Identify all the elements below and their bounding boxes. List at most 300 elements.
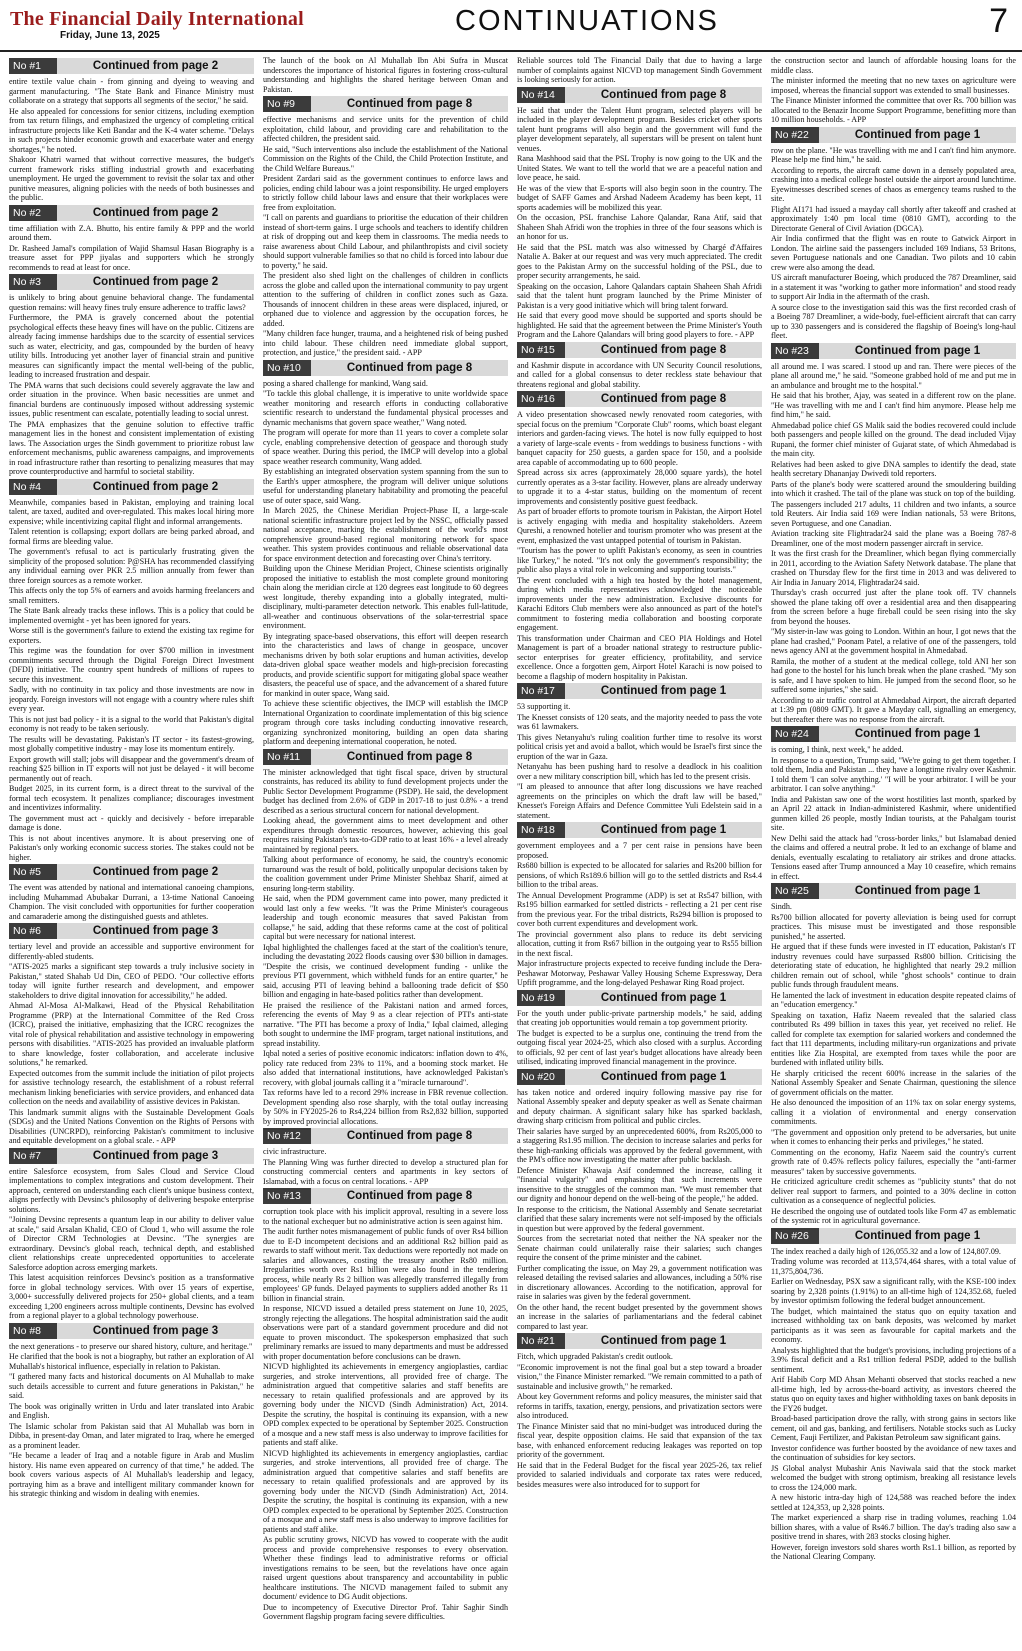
story-body bbox=[517, 410, 762, 681]
story-number: No #8 bbox=[9, 1323, 57, 1339]
story-header bbox=[517, 822, 762, 838]
story-number: No #17 bbox=[517, 683, 565, 699]
story-header bbox=[517, 391, 762, 407]
story-block bbox=[263, 56, 508, 94]
paragraph: On the occasion, PSL franchise Lahore Qalandar, Rana Atif, said that Shaheen Shah Afridi won the trophies in three of the four seasons which is an honor for us. bbox=[517, 213, 762, 241]
paragraph: According to air traffic control at Ahmedabad Airport, the aircraft departed at 1:39 pm (0809 GMT). It gave a Mayday call, signalling an emergency, but thereafter there was no response from the aircraft. bbox=[771, 695, 1016, 724]
story-body bbox=[517, 361, 762, 390]
paragraph: He said that his brother, Ajay, was seated in a different row on the plane. "He was travelling with me and I can't find him anymore. Please help me find him," he said. bbox=[771, 391, 1016, 419]
continued-from-label: Continued from page 1 bbox=[600, 1070, 727, 1083]
story-body bbox=[771, 362, 1016, 725]
paragraph: Budget 2025, in its current form, is a direct threat to the survival of the formal tech ecosystem. It penalizes compliance; discourages investment and incentivizes informality. bbox=[9, 784, 254, 812]
paragraph: Due to incompetency of Executive Director Prof. Tahir Saghir Sindh Government flagship program facing severe difficulties. bbox=[263, 1602, 508, 1621]
paragraph: Iqbal noted a series of positive economic indicators: inflation down to 4%, policy rate reduced from 23% to 11%, and a booming stock market. He also added that international institutions, have acknowledged Pakistan's recovery, with global journals calling it a "miracle turnaround". bbox=[263, 1049, 508, 1087]
paragraph: In response to a question, Trump said, "We're going to get them together. I told them, India and Pakistan ... they have a longtime rivalry over Kashmir. I told them 'I can solve anything.' "I will be your arbitrator. I will be your arbitrator. I can solve anything." bbox=[771, 755, 1016, 793]
paragraph: Speaking on taxation, Hafiz Naeem revealed that the salaried class contributed Rs 499 billion in taxes this year, yet received no relief. He called for complete tax exemption for salaried workers and condemned the fact that 111 departments, including military-run organizations and private entities like Zia Hospital, are exempted from taxes while the poor are burdened with inflated utility bills. bbox=[771, 1010, 1016, 1067]
paragraph: Analysts highlighted that the budget's provisions, including projections of a 3.9% fiscal deficit and a Rs1 trillion federal PSDP, added to the bullish sentiment. bbox=[771, 1345, 1016, 1374]
story-header bbox=[771, 726, 1016, 742]
paragraph: This affects only the top 5% of earners and avoids harming freelancers and small remitters. bbox=[9, 586, 254, 605]
paragraph: Iqbal highlighted the challenges faced at the start of the coalition's tenure, including the devastating 2022 floods causing over $30 billion in damages. "Despite the crisis, we continued development funding - unlike the previous PTI government, which withheld funds for an entire quarter," he said, accusing PTI of leaving behind a ballooning trade deficit of $50 billion and engaging in hate-based politics rather than development. bbox=[263, 942, 508, 999]
story-body bbox=[517, 106, 762, 340]
paragraph: He lamented the lack of investment in education despite repeated claims of an "education emergency." bbox=[771, 990, 1016, 1009]
story-block bbox=[263, 96, 508, 358]
paragraph: Major infrastructure projects expected to receive funding include the Dera-Peshawar Motorway, Peshawar Valley Housing Scheme Expressway, Dera Upfift programme, and the long-delayed Peshawar Ring Road project. bbox=[517, 959, 762, 987]
paragraph: "I gathered many facts and historical documents on Al Muhallab to make such details accessible to current and future generations in Pakistan," he said. bbox=[9, 1372, 254, 1400]
paragraph: Further complicating the issue, on May 29, a government notification was released detailing the revised salaries and allowances, including a 50% rise in discretionary allowances. According to the notification, approval for raise in salaries was given by the federal government. bbox=[517, 1263, 762, 1301]
story-number: No #13 bbox=[263, 1188, 311, 1204]
story-body bbox=[771, 902, 1016, 1226]
paragraph: Spread across six acres (approximately 28,000 square yards), the hotel currently operates as a 3-star facility. However, plans are already underway to upgrade it to a 4-star status, building on the momentum of recent improvements and consistently positive guest feedback. bbox=[517, 468, 762, 506]
story-header bbox=[9, 1148, 254, 1164]
paragraph: The market experienced a sharp rise in trading volumes, reaching 1.04 billion shares, with a value of Rs46.7 billion. The day's trading also saw a positive trend in shares, with 283 stocks closing higher. bbox=[771, 1513, 1016, 1541]
paragraph: Sources from the secretariat noted that neither the NA speaker nor the Senate chairman could unilaterally raise their salaries; such changes require the consent of the prime minister and the cabinet. bbox=[517, 1234, 762, 1262]
story-header bbox=[263, 1128, 508, 1144]
continued-from-label: Continued from page 2 bbox=[92, 866, 219, 878]
story-body bbox=[771, 56, 1016, 125]
story-header bbox=[9, 923, 254, 939]
story-block bbox=[517, 683, 762, 820]
story-block bbox=[9, 1323, 254, 1499]
paragraph: Export growth will stall; jobs will disappear and the government's dream of reaching $25 billion in IT exports will not just be delayed - it will become permanently out of reach. bbox=[9, 754, 254, 783]
story-number: No #19 bbox=[517, 990, 565, 1006]
story-number: No #20 bbox=[517, 1069, 565, 1085]
story-block bbox=[517, 1333, 762, 1489]
continued-from-label: Continued from page 1 bbox=[854, 885, 981, 897]
paragraph: This is not about incentives anymore. It is about preserving one of Pakistan's only working economic success stories. The stakes could not be higher. bbox=[9, 833, 254, 862]
paragraph: civic infrastructure. bbox=[263, 1147, 327, 1156]
continued-from-label: Continued from page 2 bbox=[92, 480, 219, 493]
paragraph: is unlikely to bring about genuine behavioral change. The fundamental question remains: will heavy fines truly ensure adherence to traffic laws? bbox=[9, 293, 254, 312]
continued-from-label: Continued from page 8 bbox=[346, 1130, 473, 1142]
continued-from-label: Continued from page 3 bbox=[92, 1149, 219, 1162]
story-header bbox=[263, 360, 508, 376]
paragraph: The provincial government also plans to reduce its debt servicing allocation, cutting it from Rs67 billion in the outgoing year to Rs55 billion in the next fiscal. bbox=[517, 929, 762, 958]
paragraph: NICVD highlighted its achievements in emergency angioplasties, cardiac surgeries, and stroke interventions, all provided free of charge. The administration argued that competitive salaries and staff benefits are necessary to retain qualified professionals and are approved by its governing body under the NICVD (Sindh Administration) Act, 2014. Despite the scrutiny, the hospital is continuing its expansion, with a new OPD complex expected to be operational by September 2025. Construction of a mosque and a new staff mess is also underway to improve facilities for patients and staff alike. bbox=[263, 1448, 508, 1534]
paragraph: The minister informed the meeting that no new taxes on agriculture were imposed, whereas the financial support was extended to small businesses. bbox=[771, 76, 1016, 95]
paragraph: He was of the view that E-sports will also begin soon in the country. The budget of SAFF Games and Arshad Nadeem Academy has been kept, 11 sports academies will be mobilized this year. bbox=[517, 183, 762, 212]
paragraph: Aviation tracking site Flightradar24 said the plane was a Boeing 787-8 Dreamliner, one of the most modern passenger aircraft in service. bbox=[771, 529, 1016, 548]
paragraph: Relatives had been asked to give DNA samples to identify the dead, state health secretary Dhananjay Dwivedi told reporters. bbox=[771, 459, 1016, 478]
news-column bbox=[771, 56, 1016, 1649]
continued-from-label: Continued from page 8 bbox=[600, 88, 727, 101]
story-block bbox=[517, 990, 762, 1067]
continued-from-label: Continued from page 8 bbox=[346, 750, 473, 763]
paragraph: Air India confirmed that the flight was en route to Gatwick Airport in London. The airline said the passengers included 169 Indians, 53 Britons, seven Portuguese nationals and one Canadian. Two pilots and 10 cabin crew were also among the dead. bbox=[771, 234, 1016, 272]
paragraph: Netanyahu has been pushing hard to resolve a deadlock in his coalition over a new military conscription bill, which has led to the present crisis. bbox=[517, 762, 762, 781]
story-block bbox=[771, 883, 1016, 1226]
paragraph: Talent retention is collapsing; export dollars are being parked abroad, and formal firms are bleeding value. bbox=[9, 527, 254, 546]
story-number: No #15 bbox=[517, 342, 565, 358]
paragraph: To achieve these scientific objectives, the IMCP will establish the IMCP International Organization to coordinate implementation of this big science program through core tasks including conducting innovative research, organizing synchronized monitoring, building an open data sharing platform and deepening international cooperation, he noted. bbox=[263, 699, 508, 746]
story-block bbox=[9, 58, 254, 203]
paragraph: By establishing an integrated observation system spanning from the sun to the Earth's upper atmosphere, the program will deliver unique solutions useful for understanding planetary habitability and promoting the peaceful use of outer space, said Wang. bbox=[263, 467, 508, 505]
story-header bbox=[9, 205, 254, 221]
paragraph: This gives Netanyahu's ruling coalition further time to resolve its worst political crisis yet and avoid a ballot, which would be Israel's first since the eruption of the war in Gaza. bbox=[517, 732, 762, 761]
story-block bbox=[771, 127, 1016, 341]
paragraph: In March 2025, the Chinese Meridian Project-Phase II, a large-scale national scientific infrastructure project led by the NSSC, officially passed national acceptance, marking the establishment of the world's most comprehensive ground-based regional monitoring network for space weather. This system provides continuous and reliable observational data for space environment detection and forecasting over China's territory. bbox=[263, 506, 508, 563]
continued-from-label: Continued from page 1 bbox=[854, 1229, 981, 1242]
paragraph: Sindh. bbox=[771, 902, 792, 911]
paragraph: "Tourism has the power to uplift Pakistan's economy, as seen in countries like Turkey," he noted. "It's not only the government's responsibility; the public also plays a vital role in welcoming and supporting tourists." bbox=[517, 546, 762, 574]
news-column bbox=[517, 56, 762, 1649]
continued-from-label: Continued from page 2 bbox=[92, 60, 219, 72]
story-number: No #10 bbox=[263, 360, 311, 376]
paragraph: Ramila, the mother of a student at the medical college, told ANI her son had gone to the hostel for his lunch break when the plane crashed. "My son is safe, and I have spoken to him. He jumped from the second floor, so he suffered some injuries," she said. bbox=[771, 656, 1016, 694]
story-body bbox=[9, 942, 254, 1146]
story-header bbox=[517, 1069, 762, 1085]
paragraph: "He became a leader of Iraq and a notable figure in Arab and Muslim history. His name even appeared on currency of that time," he added. The book covers various aspects of Al Muhallab's leadership and legacy, portraying him as a brave and intelligent military commander known for his strategic thinking and wisdom in dealing with enemies. bbox=[9, 1451, 254, 1498]
story-number: No #16 bbox=[517, 391, 565, 407]
story-number: No #1 bbox=[9, 58, 57, 74]
story-block bbox=[263, 360, 508, 747]
story-number: No #12 bbox=[263, 1128, 311, 1144]
section-title: CONTINUATIONS bbox=[455, 5, 719, 37]
story-block bbox=[771, 343, 1016, 725]
page-number: 7 bbox=[989, 2, 1008, 40]
story-number: No #6 bbox=[9, 923, 57, 939]
paragraph: The minister acknowledged that tight fiscal space, driven by structural constraints, has reduced its ability to fund development projects under the Public Sector Development Programme (PSDP). He said, the development budget has declined from 2.6% of GDP in 2017-18 to just 0.8% - a trend described as a serious structural concern for national development. bbox=[263, 767, 508, 815]
story-block bbox=[263, 749, 508, 1127]
paragraph: The PMA warns that such decisions could severely aggravate the law and order situation in the province. When basic necessities are unmet and financial burdens are continuously imposed without addressing systemic issues, public resentment can escalate, potentially leading to social unrest. bbox=[9, 380, 254, 418]
paragraph: He said that under the Talent Hunt program, selected players will be included in the player development program. Besides cricket other sports talent hunt programs will also begin and the government will fund the player development separately, all superstars will be present on talent hunt venues. bbox=[517, 105, 762, 153]
story-body bbox=[9, 224, 254, 273]
story-number: No #5 bbox=[9, 864, 57, 880]
paragraph: row on the plane. "He was travelling with me and I can't find him anymore. Please help me find him," he said. bbox=[771, 145, 1016, 164]
paragraph: He sharply criticised the recent 600% increase in the salaries of the National Assembly Speaker and Senate Chairman, questioning the silence of government officials on the matter. bbox=[771, 1068, 1016, 1097]
paragraph: Earlier on Wednesday, PSX saw a significant rally, with the KSE-100 index soaring by 2,328 points (1.91%) to an all-time high of 124,352.68, fueled by investor optimism following the federal budget announcement. bbox=[771, 1277, 1016, 1305]
story-body bbox=[263, 1147, 508, 1186]
story-block bbox=[9, 923, 254, 1146]
story-header bbox=[517, 1333, 762, 1349]
paragraph: "ATIS-2025 marks a significant step towards a truly inclusive society in Pakistan," stated Shahab Ud Din, CEO of PEDO. "Our collective efforts today will ignite further research and development, and empower stakeholders to drive digital innovation for accessibility," he added. bbox=[9, 962, 254, 1000]
story-number: No #14 bbox=[517, 87, 565, 103]
paragraph: This latest acquisition reinforces Devsinc's position as a transformative force in global technology services. With over 15 years of expertise, 3,000+ successfully delivered projects for 250+ global clients, and a team exceeding 1,200 engineers across multiple continents, Devsinc has evolved from a regional player to a global technology powerhouse. bbox=[9, 1273, 254, 1320]
paragraph: In response to the criticism, the National Assembly and Senate secretariat clarified that these salary increments were not self-imposed by the officials in question but were approved by the federal government. bbox=[517, 1204, 762, 1233]
story-block bbox=[517, 822, 762, 988]
paragraph: "Economic improvement is not the final goal but a step toward a broader vision," the Finance Minister remarked. "We remain committed to a path of sustainable and inclusive growth," he remarked. bbox=[517, 1362, 762, 1391]
paragraph: This is not just bad policy - it is a signal to the world that Pakistan's digital economy is not ready to be taken seriously. bbox=[9, 714, 254, 733]
story-body bbox=[263, 1207, 508, 1622]
paragraph: the next generations - to preserve our shared history, culture, and heritage." bbox=[9, 1341, 253, 1351]
paragraph: It was the first crash for the Dreamliner, which began flying commercially in 2011, according to the Aviation Safety Network database. The plane that crashed on Thursday flew for the first time in 2013 and was delivered to Air India in January 2014, Flightradar24 said. bbox=[771, 549, 1016, 587]
paragraph: A source close to the investigation said this was the first recorded crash of a Boeing 787 Dreamliner, a wide-body, fuel-efficient aircraft that can carry up to 330 passengers and is considered the flagship of Boeing's long-haul fleet. bbox=[771, 302, 1016, 340]
paragraph: The launch of the book on Al Muhallab Ibn Abi Sufra in Muscat underscores the importance of historical figures in fostering cross-cultural understanding and highlights the shared heritage between Oman and Pakistan. bbox=[263, 56, 508, 94]
story-block bbox=[517, 87, 762, 340]
paragraph: India and Pakistan saw one of the worst hostilities last month, sparked by an April 22 attack in Indian-administered Kashmir, where unidentified gunmen killed 26 people, mostly Indian tourists, at the Pahalgam tourist site. bbox=[771, 794, 1016, 832]
paragraph: "Joining Devsinc represents a quantum leap in our ability to deliver value at scale," said Arsalan Khalid, CEO of Cloud 1, who will assume the role of Director CRM Technologies at Devsinc. "The synergies are extraordinary. Devsinc's global reach, technical depth, and established client relationships create unprecedented opportunities to accelerate Salesforce adoption across emerging markets. bbox=[9, 1215, 254, 1272]
paragraph: Defence Minister Khawaja Asif condemned the increase, calling it "financial vulgarity" and emphasising that such increments were insensitive to the struggles of the common man. "We must remember that our dignity and honour depend on the well-being of the people," he added. bbox=[517, 1165, 762, 1203]
paragraph: "I am pleased to announce that after long discussions we have reached agreements on the principles on which the draft law will be based," Knesset's Foreign Affairs and Defence Committee Yuli Edelstein said in a statement. bbox=[517, 782, 762, 820]
paragraph: He argued that if these funds were invested in IT education, Pakistan's IT industry revenues could have surpassed Rs800 billion. Criticising the deteriorating state of education, he highlighted that nearly 29.2 million children remain out of school, while "ghost schools" continue to drain public funds through fraudulent means. bbox=[771, 942, 1016, 989]
story-number: No #4 bbox=[9, 479, 57, 495]
paragraph: The book was originally written in Urdu and later translated into Arabic and English. bbox=[9, 1401, 254, 1420]
paragraph: He described the ongoing use of outdated tools like Form 47 as emblematic of the systemic rot in agricultural governance. bbox=[771, 1206, 1016, 1225]
paragraph: The program will operate for more than 11 years to cover a complete solar cycle, enabling comprehensive detection of geospace and thorough study of space weather. During this period, the IMCP will develop into a global space weather research community, Wang added. bbox=[263, 428, 508, 466]
paragraph: "To tackle this global challenge, it is imperative to unite worldwide space weather monitoring and research efforts in conducting collaborative scientific research to understand the fundamental physical processes and dynamic mechanisms that govern space weather," Wang noted. bbox=[263, 389, 508, 427]
paragraph: The government must act - quickly and decisively - before irreparable damage is done. bbox=[9, 813, 254, 832]
article-columns bbox=[0, 52, 1022, 1649]
paragraph: President Zardari said as the government continues to enforce laws and policies, ending child labour was a joint responsibility. He urged employers to strictly follow child labour laws and ensure that their workplaces were free from exploitation. bbox=[263, 174, 508, 212]
continued-from-label: Continued from page 1 bbox=[854, 344, 981, 357]
continued-from-label: Continued from page 1 bbox=[600, 824, 727, 836]
continued-from-label: Continued from page 8 bbox=[600, 393, 727, 405]
story-header bbox=[263, 1188, 508, 1204]
story-header bbox=[771, 1228, 1016, 1244]
story-body bbox=[9, 77, 254, 203]
paragraph: However, foreign investors sold shares worth Rs1.1 billion, as reported by the National Clearing Company. bbox=[771, 1542, 1016, 1561]
paragraph: He said, "Such interventions also include the establishment of the National Commission on the Rights of the Child, the Child Protection Institute, and the Child Welfare Bureaus." bbox=[263, 144, 508, 173]
paragraph: He said, when the PDM government came into power, many predicted it would last only a few weeks. "It was the Prime Minister's courageous leadership and tough economic measures that saved Pakistan from collapse," he said, adding that these reforms came at the cost of political capital but were necessary for national interest. bbox=[263, 894, 508, 941]
paragraph: "I call on parents and guardians to prioritise the education of their children instead of short-term gains. I urge schools and teachers to identify children at risk of dropping out and keep them in classrooms. The media needs to raise awareness about Child Labour, and philanthropists and civil society should support vulnerable families so that no child is forced into labour due to poverty," he said. bbox=[263, 213, 508, 270]
paragraph: Ahmad Al-Mosa Al-Malkawi, Head of the Physical Rehabilitation Programme (PRP) at the International Committee of the Red Cross (ICRC), praised the initiative, emphasizing that the ICRC recognizes the vital role of physical rehabilitation and assistive technology in empowering persons with disabilities. "ATIS-2025 has provided an invaluable platform to share knowledge, foster collaboration, and accelerate inclusive solutions," he remarked. bbox=[9, 1001, 254, 1067]
paragraph: US aircraft manufacturer Boeing, which produced the 787 Dreamliner, said in a statement it was "working to gather more information" and stood ready to support Air India in the aftermath of the crash. bbox=[771, 273, 1016, 301]
paragraph: Investor confidence was further boosted by the avoidance of new taxes and the continuation of subsidies for key sectors. bbox=[771, 1443, 1016, 1462]
paragraph: entire textile value chain - from ginning and dyeing to weaving and garment manufacturing. "The State Bank and Finance Ministry must collaborate on a strategy that supports all segments of the sector," he said. bbox=[9, 77, 254, 105]
story-body bbox=[263, 379, 508, 747]
paragraph: Shakoor Khatri warned that without corrective measures, the budget's current framework risks stifling industrial growth and exacerbating unemployment. He urged the government to revisit the solar tax and other punitive measures, aligning policies with the needs of both businesses and the public. bbox=[9, 155, 254, 202]
newspaper-name: The Financial Daily International bbox=[10, 8, 304, 30]
continued-from-label: Continued from page 1 bbox=[854, 728, 981, 740]
story-block bbox=[9, 274, 254, 477]
paragraph: Ahmedabad police chief GS Malik said the bodies recovered could include both passengers and people killed on the ground. The dead included Vijay Rupani, the former chief minister of Gujarat state, of which Ahmedabad is the main city. bbox=[771, 420, 1016, 458]
story-block bbox=[9, 205, 254, 273]
story-body bbox=[771, 146, 1016, 341]
continued-from-label: Continued from page 1 bbox=[854, 128, 981, 141]
story-block bbox=[263, 1188, 508, 1622]
paragraph: The State Bank already tracks these inflows. This is a policy that could be implemented overnight - yet has been ignored for years. bbox=[9, 606, 254, 625]
continued-from-label: Continued from page 1 bbox=[600, 685, 727, 697]
story-block bbox=[9, 864, 254, 921]
story-header bbox=[9, 274, 254, 290]
paragraph: Rs700 billion allocated for poverty alleviation is being used for corrupt practices. This misuse must be investigated and those responsible punished," he asserted. bbox=[771, 912, 1016, 941]
paragraph: Arif Habib Corp MD Ahsan Mehanti observed that stocks reached a new all-time high, led by across-the-board activity, as investors cheered the status quo on equity taxes and higher withholding taxes on bank deposits in the FY26 budget. bbox=[771, 1375, 1016, 1413]
paragraph: The government's refusal to act is particularly frustrating given the simplicity of the proposed solution: P@SHA has recommended classifying any individual earning over PKR 2.5 million annually from fewer than three foreign sources as a remote worker. bbox=[9, 547, 254, 585]
story-number: No #2 bbox=[9, 205, 57, 221]
paragraph: He also appealed for concessions for senior citizens, including exemption from tax return filings, and emphasized the urgency of completing critical infrastructure projects like Keti Bandar and the K-4 water scheme. "Delays in such projects hinder economic growth and exacerbate water and energy shortages," he noted. bbox=[9, 106, 254, 154]
story-number: No #7 bbox=[9, 1148, 57, 1164]
paragraph: the construction sector and launch of affordable housing loans for the middle class. bbox=[771, 56, 1016, 75]
paragraph: The results will be devastating. Pakistan's IT sector - its fastest-growing, most globally competitive industry - may lose its momentum entirely. bbox=[9, 734, 254, 753]
story-number: No #9 bbox=[263, 96, 311, 112]
story-block bbox=[517, 56, 762, 85]
paragraph: Thursday's crash occurred just after the plane took off. TV channels showed the plane taking off over a residential area and then disappearing from the screen before a huge fireball could be seen rising into the sky from beyond the houses. bbox=[771, 588, 1016, 626]
paragraph: Broad-based participation drove the rally, with strong gains in sectors like cement, oil and gas, banking, and fertilisers. Notable stocks such as Lucky Cement, Fauji Fertilizer, and Pakistan Petroleum saw significant gains. bbox=[771, 1414, 1016, 1442]
story-body bbox=[517, 841, 762, 988]
continued-from-label: Continued from page 8 bbox=[600, 343, 727, 356]
paragraph: He said that in the Federal Budget for the fiscal year 2025-26, tax relief provided to salaried individuals and corporate tax rates were reduced, besides measures were also introduced for to support for bbox=[517, 1460, 762, 1489]
paragraph: posing a shared challenge for mankind, Wang said. bbox=[263, 378, 428, 388]
paragraph: tertiary level and provide an accessible and supportive environment for differently-abled students. bbox=[9, 942, 254, 961]
story-header bbox=[771, 883, 1016, 899]
story-header bbox=[517, 342, 762, 358]
paragraph: Commenting on the economy, Hafiz Naeem said the country's current growth rate of 0.45% reflects policy failures, especially the "anti-farmer measures" taken by successive governments. bbox=[771, 1147, 1016, 1176]
paragraph: For the youth under public-private partnership models," he said, adding that creating job opportunities would remain a top government priority. bbox=[517, 1008, 762, 1027]
paragraph: The budget is expected to be a surplus one, continuing the trend from the outgoing fiscal year 2024-25, which also closed with a surplus. According to officials, 92 per cent of last year's budget allocations have already been utilised, indicating improved financial management in the province. bbox=[517, 1028, 762, 1066]
paragraph: The audit further notes mismanagement of public funds of over Rs4 billion due to E-D incompetent decisions and an additional Rs2 billion paid as rewards to staff without merit. Tax deductions were reportedly not made on salaries and allowances, costing the treasury another Rs80 million. Irregularities worth over Rs1 billion were also found in the tendering process, while nearly Rs 2 billion was allegedly transferred illegally from employees' GP funds. Delayed payments to suppliers added another Rs 11 billion in financial strain. bbox=[263, 1227, 508, 1303]
paragraph: The event concluded with a high tea hosted by the hotel management, during which media representatives acknowledged the noticeable improvements under the new administration. Exclusive discounts for Karachi Editors Club members were also announced as part of the hotel's commitment to fostering media collaboration and boosting corporate engagement. bbox=[517, 575, 762, 632]
story-header bbox=[263, 749, 508, 765]
story-header bbox=[9, 479, 254, 495]
paragraph: On the other hand, the recent budget presented by the government shows an increase in the salaries of parliamentarians and the federal cabinet compared to last year. bbox=[517, 1302, 762, 1331]
paragraph: Speaking on the occasion, Lahore Qalandars captain Shaheen Shah Afridi said that the talent hunt program launched by the Prime Minister of Pakistan is a very good initiative which will bring talent forward. bbox=[517, 281, 762, 310]
paragraph: Dr. Rasheed Jamal's compilation of Wajid Shamsul Hasan Biography is a treasure asset for PPP jiyalas and supporters which he strongly recommends to read at least for once. bbox=[9, 243, 254, 272]
paragraph: Expected outcomes from the summit include the initiation of pilot projects for assistive technology research, the establishment of a robust referral mechanism linking beneficiaries with service providers, and enhanced data collection on the needs and availability of assistive devices in Pakistan. bbox=[9, 1068, 254, 1106]
continued-from-label: Continued from page 8 bbox=[346, 1190, 473, 1202]
story-header bbox=[771, 343, 1016, 359]
story-body bbox=[263, 56, 508, 94]
story-block bbox=[517, 391, 762, 681]
story-body bbox=[9, 498, 254, 863]
paragraph: Parts of the plane's body were scattered around the smouldering building into which it crashed. The tail of the plane was stuck on top of the building. bbox=[771, 479, 1016, 498]
story-body bbox=[9, 883, 254, 921]
paragraph: This landmark summit aligns with the Sustainable Development Goals (SDGs) and the United Nations Convention on the Rights of Persons with Disabilities (UNCRPD), reinforcing Pakistan's commitment to inclusive and equitable development on a global scale. - APP bbox=[9, 1107, 254, 1145]
paragraph: The Finance Minister informed the committee that over Rs. 700 billion was allocated to the Benazir Income Support Programme, benefitting more than 10 million households. - APP bbox=[771, 96, 1016, 124]
paragraph: "My sister-in-law was going to London. Within an hour, I got news that the plane had crashed," Poonam Patel, a relative of one of the passengers, told news agency ANI at the government hospital in Ahmedabad. bbox=[771, 627, 1016, 655]
paragraph: By integrating space-based observations, this effort will deepen research into the characteristics and laws of change in geospace, uncover mechanisms driven by both solar eruptions and human activities, develop data-driven global space weather models and high-precision forecasting products, and provide scientific support for mitigating global space weather disasters, the peaceful use of space, and the advancement of a shared future for mankind in outer space, Wang said. bbox=[263, 631, 508, 698]
paragraph: Trading volume was recorded at 113,574,464 shares, with a total value of 11,375,804,736. bbox=[771, 1257, 1016, 1276]
continued-from-label: Continued from page 3 bbox=[92, 925, 219, 937]
story-body bbox=[9, 1167, 254, 1321]
story-header bbox=[517, 683, 762, 699]
story-body bbox=[9, 293, 254, 477]
story-block bbox=[771, 1228, 1016, 1562]
news-column bbox=[263, 56, 508, 1649]
story-number: No #11 bbox=[263, 749, 311, 765]
paragraph: This transformation under Chairman and CEO PIA Holdings and Hotel Management is part of a broader national strategy to restructure public-sector enterprises for greater efficiency, profitability, and service excellence. Once a forgotten gem, Airport Hotel Karachi is now poised to become a flagship of modern hospitality in Pakistan. bbox=[517, 633, 762, 681]
story-body bbox=[517, 702, 762, 820]
continued-from-label: Continued from page 1 bbox=[600, 1335, 727, 1347]
story-number: No #18 bbox=[517, 822, 565, 838]
paragraph: has taken notice and ordered inquiry following massive pay rise for National Assembly speaker and deputy speaker as well as Senate chairman and deputy chairman. A significant salary hike has sparked backlash, drawing sharp criticism from political and public circles. bbox=[517, 1087, 762, 1125]
story-block bbox=[9, 1148, 254, 1321]
paragraph: The Annual Development Programme (ADP) is set at Rs547 billion, with Rs195 billion earmarked for settled districts - reflecting a 21 per cent rise from the previous year. For the tribal districts, Rs294 billion is proposed to cover both current expenditures and development work. bbox=[517, 890, 762, 928]
paragraph: Talking about performance of economy, he said, the country's economic turnaround was the result of bold, politically unpopular decisions taken by the coalition government under Prime Minister Shehbaz Sharif, aimed at ensuring long-term stability. bbox=[263, 855, 508, 893]
paragraph: The PMA emphasizes that the genuine solution to effective traffic management lies in the honest and consistent implementation of existing laws. The Association urges the Sindh government to prioritize robust law enforcement mechanisms, public awareness campaigns, and improvements in road infrastructure rather than resorting to penalizing measures that may prove counterproductive and harmful to societal stability. bbox=[9, 419, 254, 476]
paragraph: Rs680 billion is expected to be allocated for salaries and Rs200 billion for pensions, of which Rs189.6 billion will go to the settled districts and Rs4.4 billion to the tribal areas. bbox=[517, 861, 762, 889]
story-header bbox=[9, 864, 254, 880]
story-header bbox=[517, 87, 762, 103]
paragraph: The event was attended by national and international canoeing champions, including Muhammad Abubakar Durrani, a 13-time National Canoeing Champion. The visit concluded with opportunities for further cooperation and camaraderie among the distinguished guests and athletes. bbox=[9, 883, 254, 921]
story-number: No #3 bbox=[9, 274, 57, 290]
story-number: No #22 bbox=[771, 127, 819, 143]
continued-from-label: Continued from page 3 bbox=[92, 1324, 219, 1337]
paragraph: Their salaries have surged by an unprecedented 600%, from Rs205,000 to a staggering Rs1.95 million. The decision to increase salaries and perks for these high-ranking officials was approved by the federal government, with the PM's office now investigating the matter after public backlash. bbox=[517, 1126, 762, 1164]
story-block bbox=[263, 1128, 508, 1186]
paragraph: NICVD highlighted its achievements in emergency angioplasties, cardiac surgeries, and stroke interventions, all provided free of charge. The administration argued that competitive salaries and staff benefits are necessary to retain qualified professionals and are approved by its governing body under the NICVD (Sindh Administration) Act, 2014. Despite the scrutiny, the hospital is continuing its expansion, with a new OPD complex expected to be operational by September 2025. Construction of a mosque and a new staff mess is also underway to improve facilities for patients and staff alike. bbox=[263, 1362, 508, 1447]
paragraph: A new historic intra-day high of 124,588 was reached before the index settled at 124,353, up 2,328 points. bbox=[771, 1493, 1016, 1512]
paragraph: As public scrutiny grows, NICVD has vowed to cooperate with the audit process and provide comprehensive responses to every observation. Whether these findings lead to administrative reforms or official investigations remains to be seen, but the revelations have once again raised urgent questions about transparency and accountability in public healthcare institutions. The NICVD management failed to submit any document/ evidence to DG Audit objections. bbox=[263, 1535, 508, 1601]
paragraph: 53 supporting it. bbox=[517, 702, 571, 711]
story-body bbox=[771, 1247, 1016, 1562]
paragraph: Tax reforms have led to a record 29% increase in FBR revenue collection. Development spending also rose sharply, with the total outlay increasing by 50% in FY2025-26 to Rs4,224 billion from Rs2,832 billion, supported by improved provincial allocations. bbox=[263, 1088, 508, 1126]
paragraph: The index reached a daily high of 126,055.32 and a low of 124,807.09. bbox=[771, 1246, 1001, 1256]
paragraph: The Planning Wing was further directed to develop a structured plan for constructing commercial centers and apartments in key sectors of Islamabad, with a focus on central locations. - APP bbox=[263, 1157, 508, 1186]
paragraph: The Knesset consists of 120 seats, and the majority needed to pass the vote was 61 lawmakers. bbox=[517, 712, 762, 731]
issue-date: Friday, June 13, 2025 bbox=[60, 30, 160, 41]
paragraph: and Kashmir dispute in accordance with UN Security Council resolutions, and called for a global consensus to deter reckless state behaviour that threatens regional and global stability. bbox=[517, 360, 762, 389]
story-block bbox=[9, 479, 254, 863]
paragraph: He praised the resilience of the Pakistani nation and armed forces, referencing the events of May 9 as a clear rejection of PTI's anti-state narrative. "The PTI has become a proxy of India," Iqbal claimed, alleging both sought to undermine the IMF program, target national institutions, and spread instability. bbox=[263, 1000, 508, 1048]
story-number: No #21 bbox=[517, 1333, 565, 1349]
story-block bbox=[771, 726, 1016, 881]
paragraph: He clarified that the book is not a biography, but rather an exploration of Al Muhallab's historical influence, especially in relation to Pakistan. bbox=[9, 1352, 254, 1371]
paragraph: Worse still is the government's failure to extend the existing tax regime for exporters. bbox=[9, 626, 254, 645]
paragraph: Flight AI171 had issued a mayday call shortly after takeoff and crashed at approximately 1:40 pm local time (0810 GMT), according to the Directorate General of Civil Aviation (DGCA). bbox=[771, 204, 1016, 233]
paragraph: is coming, I think, next week," he added. bbox=[771, 745, 904, 754]
paragraph: Furthermore, the PMA is gravely concerned about the potential psychological effects these heavy fines will have on the public. Citizens are already facing immense hardships due to the scarcity of essential services such as water, electricity, and gas, compounded by the burden of heavy utility bills. Introducing yet another layer of financial strain and punitive measures can significantly impact the mental well-being of the public, leading to increased frustration and despair. bbox=[9, 313, 254, 379]
paragraph: He criticized agriculture credit schemes as "publicity stunts" that do not deliver real support to farmers, and pointed to a 30% decline in cotton cultivation as a consequence of neglectful policies. bbox=[771, 1177, 1016, 1205]
paragraph: Rana Mashhood said that the PSL Trophy is now going to the UK and the United States. We want to tell the world that we are a peaceful nation and love peace, he said. bbox=[517, 154, 762, 182]
story-body bbox=[263, 768, 508, 1127]
story-body bbox=[517, 1352, 762, 1489]
paragraph: As part of broader efforts to promote tourism in Pakistan, the Airport Hotel is actively engaging with media and hospitality stakeholders. Azeem Qureshi, a renowned hotelier and tourism promoter who was present at the event, emphasized the vast untapped potential of tourism in Pakistan. bbox=[517, 507, 762, 545]
paragraph: effective mechanisms and service units for the prevention of child exploitation, child labour, and providing care and rehabilitation to the affected children, the president said. bbox=[263, 115, 508, 143]
paragraph: time affiliation with Z.A. Bhutto, his entire family & PPP and the world around them. bbox=[9, 223, 254, 242]
paragraph: He also denounced the imposition of an 11% tax on solar energy systems, calling it a violation of environmental and energy conservation commitments. bbox=[771, 1098, 1016, 1126]
continued-from-label: Continued from page 8 bbox=[346, 361, 473, 374]
story-body bbox=[517, 1088, 762, 1332]
paragraph: He said that every good move should be supported and sports should be highlighted. He said that the agreement between the Prime Minister's Youth Program and the Lahore Qalandars will bring good players to fore. - APP bbox=[517, 311, 762, 339]
paragraph: Looking ahead, the government aims to meet development and other expenditures through domestic resources, however, achieving this goal requires raising Pakistan's tax-to-GDP ratio to at least 16% - a level already maintained by regional peers. bbox=[263, 816, 508, 854]
continued-from-label: Continued from page 2 bbox=[92, 276, 219, 288]
paragraph: New Delhi said the attack had "cross-border links," but Islamabad denied the claims and offered a neutral probe. It led to an exchange of blame and denials, eventually escalating to retaliatory air strikes and drone attacks. Tensions eased after Trump announced a May 10 ceasefire, which remains in effect. bbox=[771, 833, 1016, 881]
paragraph: government employees and a 7 per cent raise in pensions have been proposed. bbox=[517, 841, 762, 860]
masthead bbox=[0, 0, 1022, 52]
story-block bbox=[771, 56, 1016, 125]
story-header bbox=[263, 96, 508, 112]
story-block bbox=[517, 342, 762, 390]
paragraph: According to reports, the aircraft came down in a densely populated area, crashing into a medical college hostel outside the airport around lunchtime. Eyewitnesses described scenes of chaos as emergency teams rushed to the site. bbox=[771, 165, 1016, 203]
story-body bbox=[263, 115, 508, 358]
story-number: No #25 bbox=[771, 883, 819, 899]
paragraph: The passengers included 217 adults, 11 children and two infants, a source told Reuters. Air India said 169 were Indian nationals, 53 were Britons, seven Portuguese, and one Canadian. bbox=[771, 499, 1016, 528]
paragraph: About key Government reforms and policy measures, the minister said that reforms in tariffs, taxation, energy, pensions, and privatization sectors were also introduced. bbox=[517, 1392, 762, 1420]
paragraph: "The government and opposition only pretend to be adversaries, but unite when it comes to enhancing their perks and privileges," he stated. bbox=[771, 1127, 1016, 1146]
continued-from-label: Continued from page 2 bbox=[92, 206, 219, 219]
paragraph: He said that the PSL match was also witnessed by Chargé d'Affaires Natalie A. Baker at our request and was very much appreciated. The credit goes to the Pakistan Army on the successful holding of the PSL, due to proper security arrangements, he said. bbox=[517, 242, 762, 280]
story-number: No #26 bbox=[771, 1228, 819, 1244]
paragraph: Meanwhile, companies based in Pakistan, employing and training local talent, are taxed, audited and over-regulated. This makes local hiring more expensive; while incentivizing capital flight and informal arrangements. bbox=[9, 497, 254, 526]
paragraph: JS Global analyst Mubashir Anis Naviwala said that the stock market welcomed the budget with strong optimism, breaking all resistance levels to cross the 124,000 mark. bbox=[771, 1463, 1016, 1492]
story-body bbox=[771, 745, 1016, 881]
paragraph: In response, NICVD issued a detailed press statement on June 10, 2025, strongly rejecting the allegations. The hospital administration said the audit observations were part of a standard government procedure and did not equate to proven misconduct. The spokesperson emphasized that such preliminary remarks are issued to many departments and must be addressed with proper documentation before conclusions can be drawn. bbox=[263, 1304, 508, 1361]
story-body bbox=[9, 1342, 254, 1499]
story-number: No #23 bbox=[771, 343, 819, 359]
paragraph: A video presentation showcased newly renovated room categories, with special focus on the premium "Corporate Club" rooms, which boast elegant interiors and garden-facing views. The hotel is now fully equipped to host a variety of large-scale events - from weddings to business functions - with banquet capacity for 250 guests, a garden space for 150, and a poolside area capable of accommodating up to 600 people. bbox=[517, 410, 762, 467]
paragraph: This regime was the foundation for over $700 million in investment commitments secured through the Digital Foreign Direct Investment (DFDI) initiative. The country spent hundreds of millions of rupees to secure this investment. bbox=[9, 646, 254, 684]
story-header bbox=[9, 1323, 254, 1339]
paragraph: The president also shed light on the challenges of children in conflicts across the globe and called upon the international community to pay urgent attention to the suffering of children in conflict zones such as Gaza. Thousands of innocent children in these areas were displaced, injured, or orphaned due to violence and aggression by the occupation forces, he added. bbox=[263, 271, 508, 328]
paragraph: corruption took place with his implicit approval, resulting in a severe loss to the national exchequer but no administrative action is seen against him. bbox=[263, 1207, 508, 1226]
story-header bbox=[517, 990, 762, 1006]
continued-from-label: Continued from page 1 bbox=[600, 991, 727, 1004]
paragraph: "Many children face hunger, trauma, and a heightened risk of being pushed into child labour. These children need immediate global support, protection, and justice," the president said. - APP bbox=[263, 329, 508, 357]
story-header bbox=[771, 127, 1016, 143]
paragraph: all around me. I was scared. I stood up and ran. There were pieces of the plane all around me," he said. "Someone grabbed hold of me and put me in an ambulance and brought me to the hospital." bbox=[771, 361, 1016, 390]
story-body bbox=[517, 56, 762, 85]
paragraph: The Finance Minister said that no mini-budget was introduced during the fiscal year, despite opposition claims. He said that expansion of the tax base, with enhanced enforcement reducing leakages was reported on top priority of the government. bbox=[517, 1421, 762, 1459]
paragraph: Sadly, with no continuity in tax policy and those investments are now in jeopardy. Foreign investors will not engage with a country where rules shift every year. bbox=[9, 685, 254, 713]
story-block bbox=[517, 1069, 762, 1332]
paragraph: Fitch, which upgraded Pakistan's credit outlook. bbox=[517, 1352, 673, 1361]
paragraph: The Islamic scholar from Pakistan said that Al Muhallab was born in Dibba, in present-day Oman, and later migrated to Iraq, where he emerged as a prominent leader. bbox=[9, 1421, 254, 1450]
paragraph: entire Salesforce ecosystem, from Sales Cloud and Service Cloud implementations to complex integrations and custom development. Their approach, centered on understanding each client's unique business context, aligns perfectly with Devsinc's philosophy of delivering bespoke enterprise solutions. bbox=[9, 1166, 254, 1214]
paragraph: The budget, which maintained the status quo on equity taxation and increased withholding tax on bank deposits, was welcomed by market participants as it was seen as favourable for capital markets and the economy. bbox=[771, 1306, 1016, 1344]
continued-from-label: Continued from page 8 bbox=[346, 98, 473, 110]
story-body bbox=[517, 1009, 762, 1067]
news-column bbox=[9, 56, 254, 1649]
story-header bbox=[9, 58, 254, 74]
